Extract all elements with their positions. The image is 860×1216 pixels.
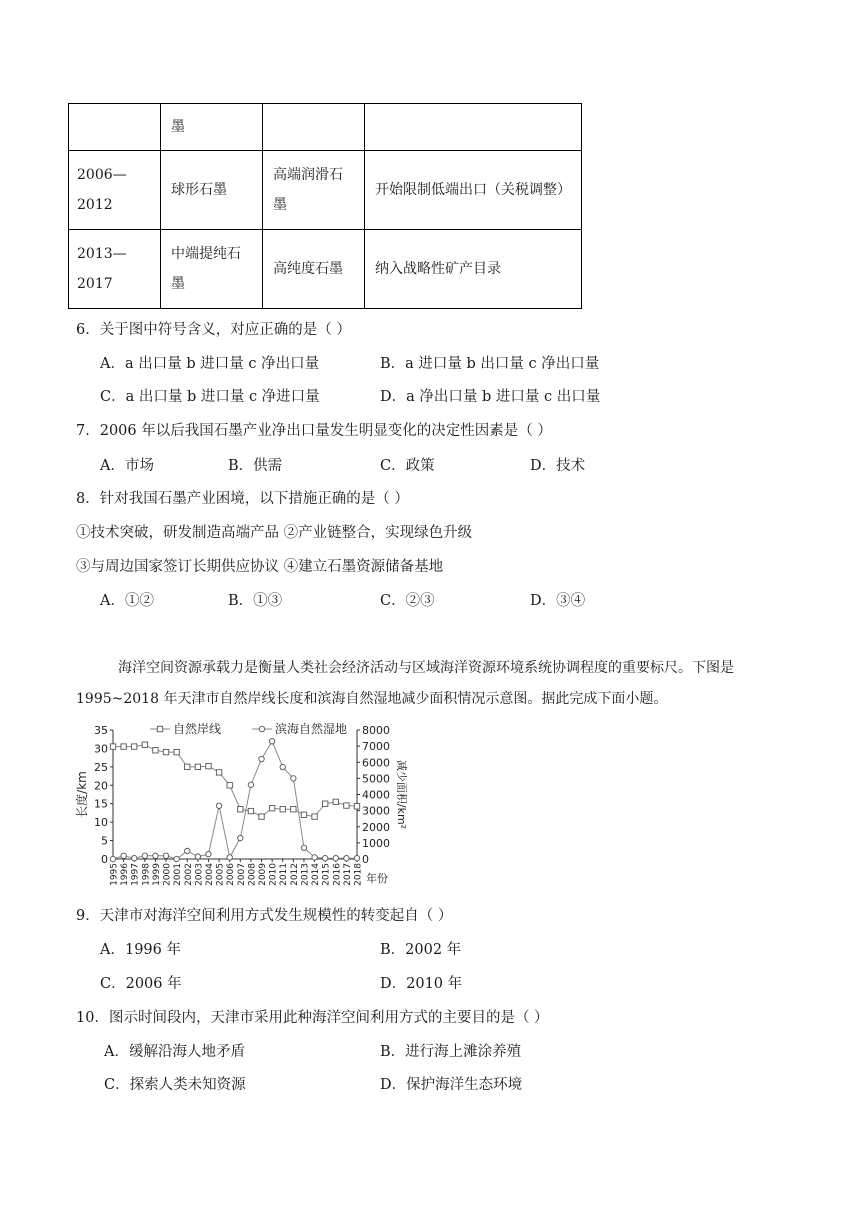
coastline-point bbox=[312, 814, 317, 819]
wetland-point bbox=[206, 851, 211, 856]
wetland-point bbox=[121, 853, 126, 858]
table-cell bbox=[365, 104, 582, 151]
question-6-option-a[interactable]: A．a 出口量 b 进口量 c 净出口量 bbox=[100, 356, 320, 372]
table-cell bbox=[263, 104, 365, 151]
right-axis-tick-label: 3000 bbox=[362, 804, 390, 818]
question-10-option-c[interactable]: C．探索人类未知资源 bbox=[104, 1077, 246, 1093]
left-axis-tick-label: 15 bbox=[94, 797, 108, 811]
coastline-point bbox=[291, 807, 296, 812]
right-axis-tick-label: 8000 bbox=[362, 724, 390, 737]
wetland-point bbox=[301, 845, 306, 850]
wetland-point bbox=[312, 855, 317, 860]
table-cell: 2013—2017 bbox=[69, 230, 161, 309]
question-7-option-a[interactable]: A．市场 bbox=[100, 458, 154, 474]
left-axis-tick-label: 5 bbox=[101, 834, 108, 848]
coastline-point bbox=[344, 803, 349, 808]
table-row bbox=[69, 104, 582, 151]
x-axis-tick-label: 2012 bbox=[289, 863, 300, 886]
table-row bbox=[69, 230, 582, 309]
x-axis-tick-label: 2014 bbox=[311, 863, 322, 886]
legend-coastline-label: 自然岸线 bbox=[173, 722, 222, 736]
x-axis-tick-label: 1998 bbox=[141, 863, 152, 886]
coastline-point bbox=[322, 801, 327, 806]
wetland-point bbox=[195, 854, 200, 859]
wetland-series-line bbox=[113, 741, 357, 859]
wetland-point bbox=[354, 855, 359, 860]
question-8-option-b[interactable]: B．①③ bbox=[228, 593, 283, 609]
question-6-stem: 6．关于图中符号含义，对应正确的是（ ） bbox=[76, 322, 351, 338]
wetland-point bbox=[216, 803, 221, 808]
coastline-point bbox=[132, 744, 137, 749]
coastline-wetland-chart bbox=[70, 718, 410, 888]
wetland-point bbox=[163, 853, 168, 858]
coastline-point bbox=[354, 804, 359, 809]
x-axis-tick-label: 2003 bbox=[194, 863, 205, 886]
table-cell: 高端润滑石墨 bbox=[263, 151, 365, 230]
x-axis-tick-label: 2017 bbox=[342, 863, 353, 886]
question-8-stem: 8．针对我国石墨产业困境，以下措施正确的是（ ） bbox=[76, 491, 409, 507]
question-7-stem: 7．2006 年以后我国石墨产业净出口量发生明显变化的决定性因素是（ ） bbox=[76, 423, 552, 439]
table-row bbox=[69, 151, 582, 230]
coastline-point bbox=[110, 744, 115, 749]
question-10-option-b[interactable]: B．进行海上滩涂养殖 bbox=[380, 1044, 522, 1060]
wetland-point bbox=[142, 853, 147, 858]
passage-line-1: 海洋空间资源承载力是衡量人类社会经济活动与区域海洋资源环境系统协调程度的重要标尺。下图是 bbox=[118, 660, 734, 676]
x-axis-tick-label: 1996 bbox=[120, 863, 131, 886]
graphite-table bbox=[68, 103, 582, 309]
right-axis-label: 减少面积/km² bbox=[395, 759, 408, 830]
coastline-point bbox=[206, 763, 211, 768]
legend-coastline-marker bbox=[157, 726, 162, 731]
coastline-point bbox=[333, 799, 338, 804]
wetland-point bbox=[248, 782, 253, 787]
right-axis-tick-label: 4000 bbox=[362, 788, 390, 802]
table-cell: 中端提纯石墨 bbox=[161, 230, 263, 309]
left-axis-tick-label: 35 bbox=[94, 724, 108, 737]
x-axis-tick-label: 2001 bbox=[173, 863, 184, 886]
table-cell: 高纯度石墨 bbox=[263, 230, 365, 309]
x-axis-tick-label: 2009 bbox=[258, 863, 269, 886]
coastline-point bbox=[121, 744, 126, 749]
x-axis-tick-label: 2004 bbox=[204, 863, 215, 886]
question-10-stem: 10．图示时间段内，天津市采用此种海洋空间利用方式的主要目的是（ ） bbox=[76, 1010, 549, 1026]
coastline-point bbox=[185, 764, 190, 769]
x-axis-tick-label: 2005 bbox=[215, 863, 226, 886]
x-axis-tick-label: 2000 bbox=[162, 863, 173, 886]
wetland-point bbox=[322, 855, 327, 860]
coastline-point bbox=[153, 748, 158, 753]
x-axis-tick-label: 2010 bbox=[268, 863, 279, 886]
left-axis-tick-label: 20 bbox=[94, 779, 108, 793]
table-cell bbox=[69, 104, 161, 151]
x-axis-tick-label: 2002 bbox=[183, 863, 194, 886]
question-9-option-d[interactable]: D．2010 年 bbox=[380, 976, 463, 992]
left-axis-label: 长度/km bbox=[75, 771, 89, 818]
left-axis-tick-label: 25 bbox=[94, 760, 108, 774]
question-8-option-c[interactable]: C．②③ bbox=[380, 593, 435, 609]
coastline-point bbox=[142, 742, 147, 747]
x-axis-tick-label: 2016 bbox=[332, 863, 343, 886]
x-axis-tick-label: 2011 bbox=[279, 863, 290, 886]
coastline-point bbox=[195, 764, 200, 769]
x-axis-tick-label: 2013 bbox=[300, 863, 311, 886]
question-9-stem: 9．天津市对海洋空间利用方式发生规模性的转变起自（ ） bbox=[76, 908, 453, 924]
right-axis-tick-label: 7000 bbox=[362, 740, 390, 754]
wetland-point bbox=[269, 739, 274, 744]
wetland-point bbox=[132, 855, 137, 860]
coastline-point bbox=[248, 808, 253, 813]
x-axis-tick-label: 1999 bbox=[151, 863, 162, 886]
wetland-point bbox=[333, 855, 338, 860]
question-6-option-d[interactable]: D．a 净出口量 b 进口量 c 出口量 bbox=[380, 389, 601, 405]
table-cell: 2006—2012 bbox=[69, 151, 161, 230]
right-axis-tick-label: 1000 bbox=[362, 836, 390, 850]
question-6-option-c[interactable]: C．a 出口量 b 进口量 c 净进口量 bbox=[100, 389, 320, 405]
question-6-option-b[interactable]: B．a 进口量 b 出口量 c 净出口量 bbox=[380, 356, 600, 372]
legend-wetland-label: 滨海自然湿地 bbox=[275, 722, 348, 736]
x-axis-tick-label: 2018 bbox=[353, 863, 364, 886]
coastline-point bbox=[259, 814, 264, 819]
right-axis-tick-label: 6000 bbox=[362, 756, 390, 770]
coastline-series-line bbox=[113, 745, 357, 817]
question-7-option-c[interactable]: C．政策 bbox=[380, 458, 435, 474]
legend-wetland-marker bbox=[259, 726, 264, 731]
table-cell: 墨 bbox=[161, 104, 263, 151]
coastline-point bbox=[163, 749, 168, 754]
x-axis-label: 年份 bbox=[366, 872, 388, 885]
table-cell: 球形石墨 bbox=[161, 151, 263, 230]
x-axis-tick-label: 2008 bbox=[247, 863, 258, 886]
table-cell: 纳入战略性矿产目录 bbox=[365, 230, 582, 309]
x-axis-tick-label: 2007 bbox=[236, 863, 247, 886]
wetland-point bbox=[259, 756, 264, 761]
coastline-point bbox=[227, 783, 232, 788]
question-9-option-a[interactable]: A．1996 年 bbox=[100, 942, 181, 958]
question-9-option-b[interactable]: B．2002 年 bbox=[380, 942, 462, 958]
left-axis-tick-label: 30 bbox=[94, 742, 108, 756]
question-10-option-d[interactable]: D．保护海洋生态环境 bbox=[380, 1077, 523, 1093]
coastline-point bbox=[269, 805, 274, 810]
wetland-point bbox=[153, 853, 158, 858]
question-8-items-line1: ①技术突破，研发制造高端产品 ②产业链整合，实现绿色升级 bbox=[76, 525, 473, 541]
x-axis-tick-label: 1995 bbox=[109, 863, 120, 886]
wetland-point bbox=[344, 855, 349, 860]
coastline-point bbox=[238, 807, 243, 812]
right-axis-tick-label: 0 bbox=[362, 853, 369, 866]
wetland-point bbox=[238, 835, 243, 840]
coastline-point bbox=[280, 807, 285, 812]
table-cell: 开始限制低端出口（关税调整） bbox=[365, 151, 582, 230]
question-8-option-d[interactable]: D．③④ bbox=[530, 593, 586, 609]
wetland-point bbox=[174, 856, 179, 861]
wetland-point bbox=[110, 856, 115, 861]
wetland-point bbox=[185, 848, 190, 853]
question-7-option-b[interactable]: B．供需 bbox=[228, 458, 283, 474]
question-9-option-c[interactable]: C．2006 年 bbox=[100, 976, 182, 992]
coastline-point bbox=[216, 770, 221, 775]
question-7-option-d[interactable]: D．技术 bbox=[530, 458, 586, 474]
x-axis-tick-label: 2006 bbox=[226, 863, 237, 886]
right-axis-tick-label: 2000 bbox=[362, 820, 390, 834]
question-8-items-line2: ③与周边国家签订长期供应协议 ④建立石墨资源储备基地 bbox=[76, 559, 444, 575]
coastline-point bbox=[174, 749, 179, 754]
right-axis-tick-label: 5000 bbox=[362, 772, 390, 786]
coastline-point bbox=[301, 812, 306, 817]
left-axis-tick-label: 0 bbox=[101, 853, 108, 866]
wetland-point bbox=[280, 764, 285, 769]
x-axis-tick-label: 1997 bbox=[130, 863, 141, 886]
question-10-option-a[interactable]: A．缓解沿海人地矛盾 bbox=[104, 1044, 245, 1060]
wetland-point bbox=[291, 776, 296, 781]
left-axis-tick-label: 10 bbox=[94, 816, 108, 830]
x-axis-tick-label: 2015 bbox=[321, 863, 332, 886]
passage-line-2: 1995~2018 年天津市自然岸线长度和滨海自然湿地减少面积情况示意图。据此完成下面小题。 bbox=[76, 691, 668, 707]
question-8-option-a[interactable]: A．①② bbox=[100, 593, 154, 609]
wetland-point bbox=[227, 855, 232, 860]
